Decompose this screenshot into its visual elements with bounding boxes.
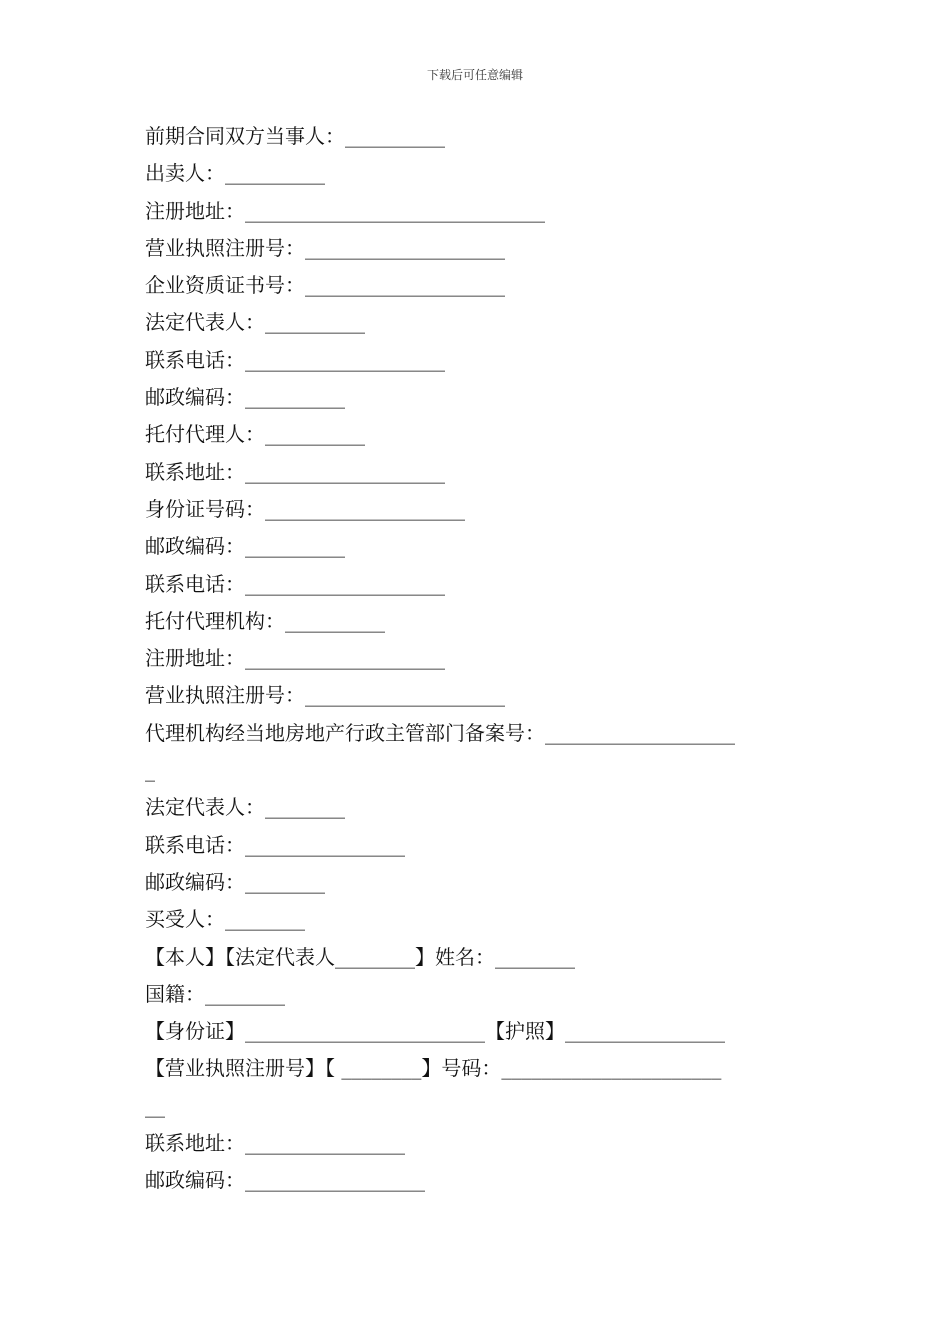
doc-line: 法定代表人：________ [145, 795, 345, 820]
doc-line: 法定代表人：__________ [145, 310, 365, 335]
doc-line: 买受人：________ [145, 907, 305, 932]
doc-line: 邮政编码：________ [145, 869, 325, 894]
doc-line: 国籍：________ [145, 981, 285, 1006]
doc-line: 代理机构经当地房地产行政主管部门备案号：___________________ [145, 720, 735, 745]
doc-line: 邮政编码：__________ [145, 534, 345, 559]
doc-line: 营业执照注册号：____________________ [145, 683, 505, 708]
doc-line: 联系地址：________________ [145, 1131, 405, 1156]
doc-line: 联系电话：____________________ [145, 347, 445, 372]
doc-line: 企业资质证书号：____________________ [145, 273, 505, 298]
doc-line: 托付代理人：__________ [145, 422, 365, 447]
doc-line: 托付代理机构：__________ [145, 608, 385, 633]
doc-line: 联系电话：____________________ [145, 571, 445, 596]
doc-line: 联系地址：____________________ [145, 459, 445, 484]
doc-line: 营业执照注册号：____________________ [145, 235, 505, 260]
doc-line-continuation: _ [145, 758, 155, 783]
doc-line: 注册地址：____________________ [145, 646, 445, 671]
doc-line-continuation: __ [145, 1093, 165, 1118]
page-header: 下载后可任意编辑 [426, 68, 523, 82]
doc-line: 联系电话：________________ [145, 832, 405, 857]
doc-line: 注册地址：______________________________ [145, 198, 545, 223]
document-body [145, 118, 810, 1200]
doc-line: 邮政编码：__________ [145, 385, 345, 410]
doc-line: 出卖人：__________ [145, 161, 325, 186]
doc-line: 【营业执照注册号】【 ________】号码：______________________ [145, 1056, 722, 1081]
doc-line: 【身份证】________________________【护照】________________ [145, 1019, 725, 1044]
doc-line: 身份证号码：____________________ [145, 496, 465, 521]
doc-line: 【本人】【法定代表人________】姓名：________ [145, 944, 575, 969]
doc-line: 前期合同双方当事人：__________ [145, 124, 445, 148]
doc-line: 邮政编码：__________________ [145, 1168, 425, 1193]
